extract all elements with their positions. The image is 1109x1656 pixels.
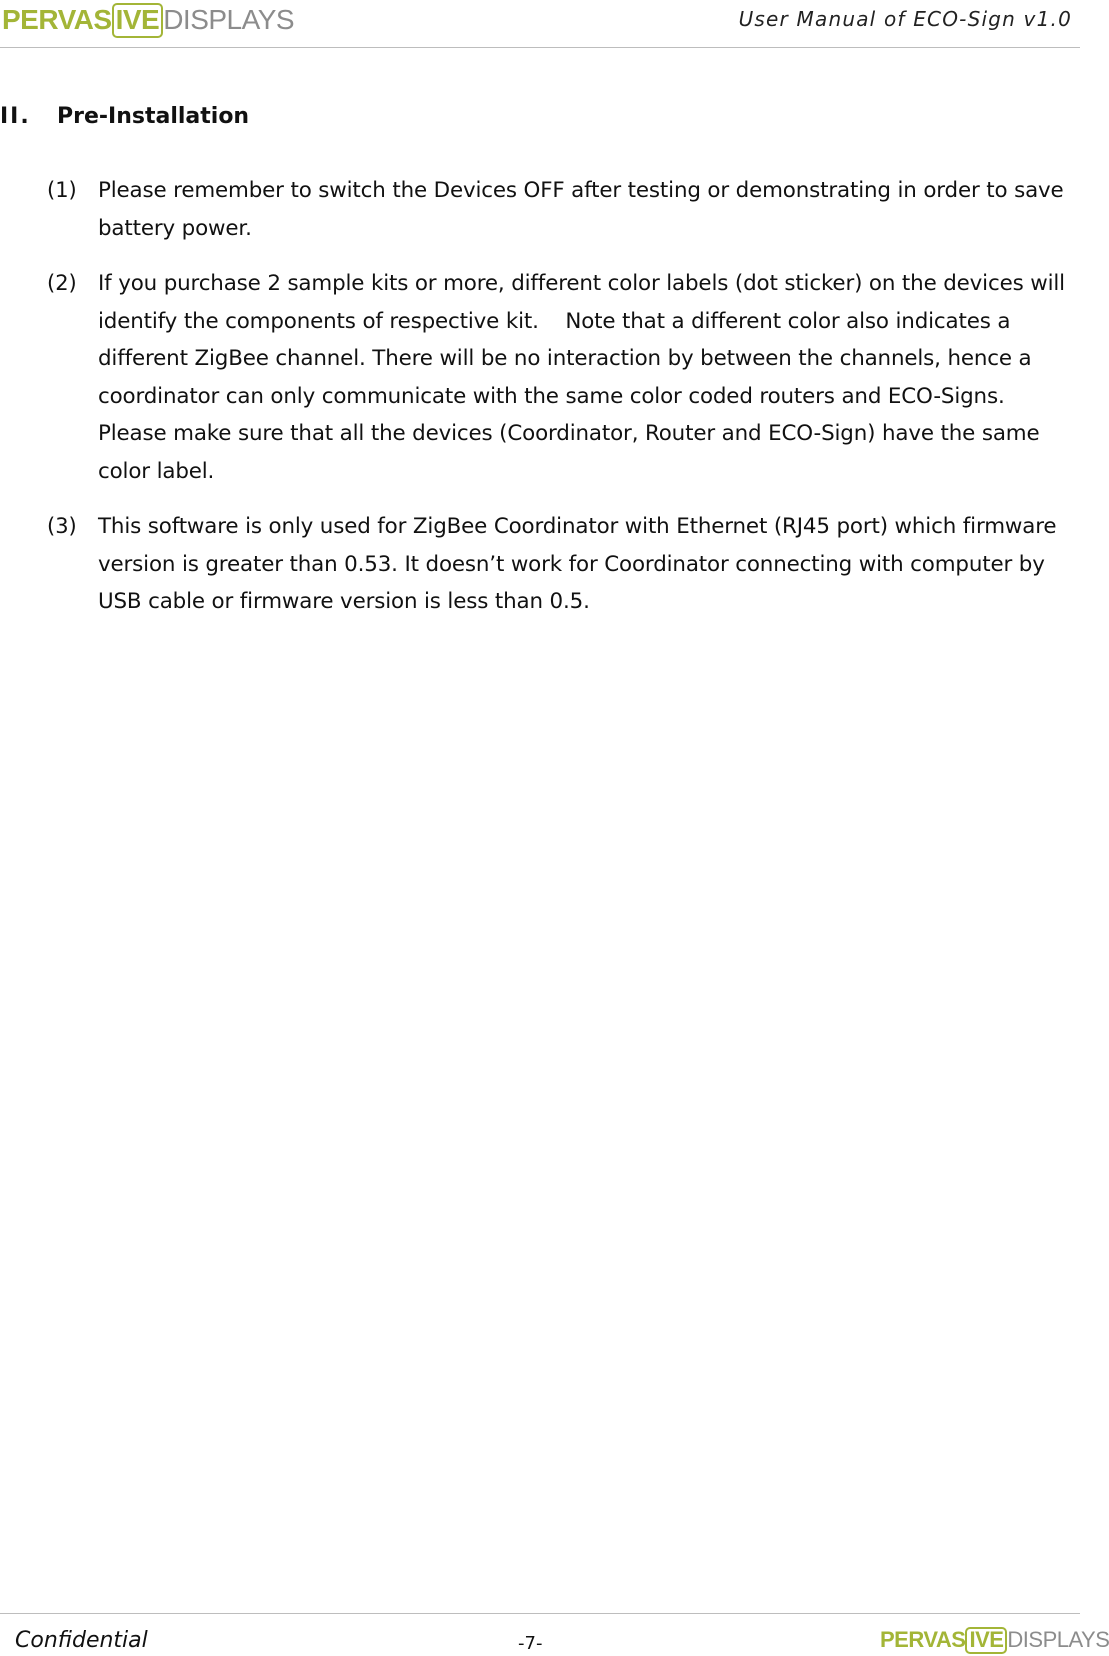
document-title: User Manual of ECO-Sign v1.0 xyxy=(738,7,1072,31)
list-item xyxy=(47,265,1074,490)
logo-text-pervas: PERVAS xyxy=(2,4,112,35)
numbered-list xyxy=(47,172,1074,639)
footer-divider xyxy=(0,1613,1080,1614)
logo-text-ive: IVE xyxy=(965,1627,1007,1654)
section-heading xyxy=(0,104,249,129)
list-item-marker: (1) xyxy=(47,178,77,202)
header-divider xyxy=(0,47,1080,48)
logo-text-displays: DISPLAYS xyxy=(163,4,295,35)
list-item-marker: (3) xyxy=(47,514,77,538)
logo-text-pervas: PERVAS xyxy=(880,1627,966,1652)
section-title: Pre-Installation xyxy=(57,104,250,129)
list-item-marker: (2) xyxy=(47,271,77,295)
list-item-text: If you purchase 2 sample kits or more, different color labels (dot sticker) on the devices will identify the components of respective kit. Note that a different color also indicates a different ZigBee channel. There will be no interaction by between the channels, hence a coordinator can only communicate with the same color coded routers and ECO-Signs. Please make sure that all the devices (Coordinator, Router and ECO-Sign) have the same color label. xyxy=(98,271,1072,484)
list-item xyxy=(47,508,1074,621)
list-item-text: This software is only used for ZigBee Coordinator with Ethernet (RJ45 port) which firmware version is greater than 0.53. It doesn’t work for Coordinator connecting with computer by USB cable or firmware version is less than 0.5. xyxy=(98,514,1057,614)
confidential-label: Confidential xyxy=(15,1628,148,1653)
section-number: II. xyxy=(0,104,31,129)
header-logo xyxy=(2,3,294,37)
logo-text-displays: DISPLAYS xyxy=(1007,1627,1109,1652)
page-number: -7- xyxy=(518,1633,543,1654)
footer-logo xyxy=(880,1627,1109,1653)
list-item-text: Please remember to switch the Devices OFF after testing or demonstrating in order to save battery power. xyxy=(98,178,1064,241)
logo-text-ive: IVE xyxy=(112,3,164,38)
list-item xyxy=(47,172,1074,247)
